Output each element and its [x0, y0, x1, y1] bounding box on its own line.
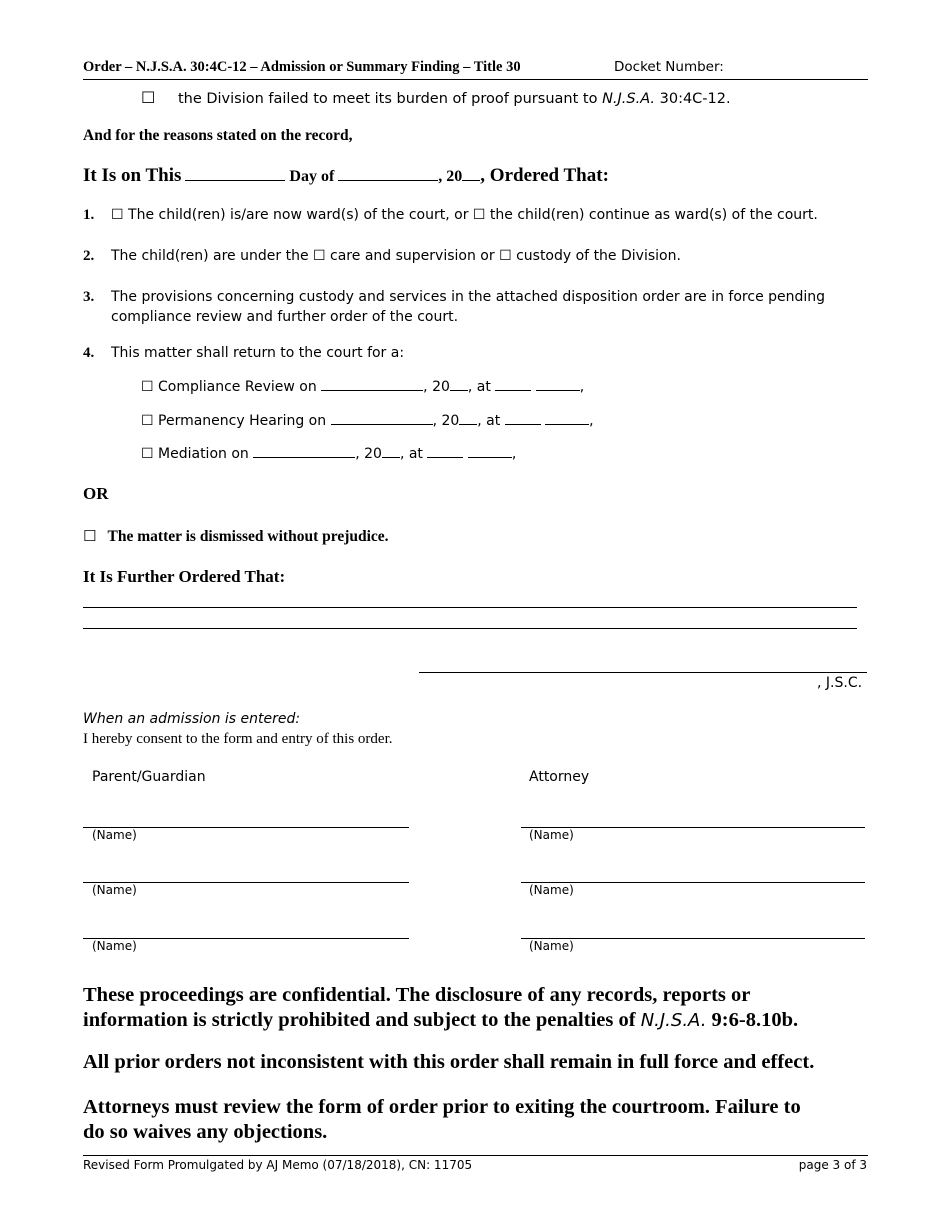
permanency-date-blank[interactable] — [331, 411, 433, 425]
division-failed-text: the Division failed to meet its burden of proof pursuant to — [177, 91, 603, 107]
compliance-review-option — [141, 377, 584, 395]
consent-when: When an admission is entered: — [83, 711, 301, 727]
confidentiality-notice — [83, 983, 798, 1033]
day-of-label: Day of — [289, 168, 335, 185]
custody-text: custody of the Division. — [516, 248, 681, 264]
permanency-ampm-blank[interactable] — [545, 411, 589, 425]
order-item-3 — [83, 287, 825, 327]
ward-continue-checkbox[interactable]: ☐ — [472, 207, 486, 223]
item-4-text: This matter shall return to the court for a: — [111, 345, 405, 361]
year-label: , 20 — [423, 379, 450, 395]
day-blank[interactable] — [185, 167, 285, 181]
dismissed-checkbox[interactable]: ☐ — [83, 527, 97, 545]
order-item-4 — [83, 345, 404, 362]
attorneys-line-2: do so waives any objections. — [83, 1121, 328, 1143]
item-number: 3. — [83, 289, 95, 305]
item-3-line-1: The provisions concerning custody and services in the attached disposition order are in force pending — [111, 289, 826, 305]
confidentiality-line-2: information is strictly prohibited and subject to the penalties of — [83, 1009, 641, 1031]
permanency-year-blank[interactable] — [459, 411, 477, 425]
footer-revised: Revised Form Promulgated by AJ Memo (07/18/2018), CN: 11705 — [83, 1158, 473, 1172]
footer-page-number: page 3 of 3 — [798, 1158, 867, 1172]
item-number: 2. — [83, 248, 95, 264]
further-ordered-heading: It Is Further Ordered That: — [83, 567, 286, 586]
further-ordered-line-1[interactable] — [83, 607, 857, 608]
attorney-name-label: (Name) — [529, 883, 574, 897]
year-label: , 20 — [432, 413, 460, 429]
at-label: , at — [467, 379, 491, 395]
comma: , — [579, 379, 585, 395]
ward-now-text: The child(ren) is/are now ward(s) of the court, or — [128, 207, 469, 223]
permanency-time-blank[interactable] — [505, 411, 541, 425]
mediation-ampm-blank[interactable] — [468, 444, 512, 458]
mediation-label: Mediation on — [158, 446, 249, 462]
ordered-that-label: , Ordered That: — [480, 165, 609, 186]
confidentiality-statute: 9:6-8.10b. — [706, 1009, 799, 1031]
at-label: , at — [477, 413, 501, 429]
consent-statement: I hereby consent to the form and entry of this order. — [83, 731, 393, 747]
ordered-year-label: , 20 — [438, 168, 463, 185]
division-failed-option — [141, 88, 731, 107]
care-supervision-text: care and supervision or — [330, 248, 495, 264]
parent-name-label: (Name) — [92, 939, 137, 953]
order-item-2 — [83, 248, 681, 265]
dismissed-text: The matter is dismissed without prejudice. — [107, 528, 389, 545]
judge-signature-line[interactable] — [419, 672, 867, 673]
further-ordered-line-2[interactable] — [83, 628, 857, 629]
parent-name-label: (Name) — [92, 883, 137, 897]
attorneys-line-1: Attorneys must review the form of order prior to exiting the courtroom. Failure to — [83, 1096, 801, 1118]
compliance-review-label: Compliance Review on — [158, 379, 317, 395]
confidentiality-line-1: These proceedings are confidential. The disclosure of any records, reports or — [83, 984, 751, 1006]
custody-checkbox[interactable]: ☐ — [499, 248, 512, 264]
mediation-time-blank[interactable] — [427, 444, 463, 458]
header-rule — [83, 79, 868, 80]
item-2-text: The child(ren) are under the — [111, 248, 309, 264]
item-3-line-2: compliance review and further order of the court. — [111, 309, 459, 325]
ward-continue-text: the child(ren) continue as ward(s) of the court. — [489, 207, 818, 223]
docket-number-label: Docket Number: — [614, 59, 724, 75]
compliance-ampm-blank[interactable] — [536, 377, 580, 391]
item-number: 1. — [83, 207, 95, 223]
mediation-date-blank[interactable] — [253, 444, 355, 458]
confidentiality-cite: N.J.S.A. — [640, 1010, 707, 1031]
parent-guardian-label: Parent/Guardian — [92, 769, 206, 785]
permanency-hearing-option — [141, 411, 594, 429]
permanency-hearing-checkbox[interactable]: ☐ — [141, 413, 154, 429]
attorney-name-label: (Name) — [529, 939, 574, 953]
attorneys-notice — [83, 1095, 801, 1145]
care-supervision-checkbox[interactable]: ☐ — [313, 248, 326, 264]
month-blank[interactable] — [338, 167, 438, 181]
compliance-date-blank[interactable] — [321, 377, 423, 391]
jsc-label: , J.S.C. — [817, 675, 863, 691]
permanency-hearing-label: Permanency Hearing on — [158, 413, 327, 429]
attorney-name-label: (Name) — [529, 828, 574, 842]
comma: , — [511, 446, 517, 462]
header-title: Order – N.J.S.A. 30:4C-12 – Admission or Summary Finding – Title 30 — [83, 59, 521, 75]
dismissed-option — [83, 526, 389, 546]
compliance-review-checkbox[interactable]: ☐ — [141, 379, 154, 395]
year-label: , 20 — [355, 446, 382, 462]
comma: , — [589, 413, 594, 429]
year-blank[interactable] — [462, 167, 480, 181]
mediation-year-blank[interactable] — [382, 444, 400, 458]
ordered-line — [83, 165, 609, 187]
item-number: 4. — [83, 345, 95, 361]
parent-name-label: (Name) — [92, 828, 137, 842]
mediation-checkbox[interactable]: ☐ — [141, 446, 154, 462]
attorney-label: Attorney — [529, 769, 590, 785]
division-failed-cite: N.J.S.A. — [602, 91, 656, 107]
mediation-option — [141, 444, 516, 462]
at-label: , at — [399, 446, 423, 462]
or-label: OR — [83, 484, 109, 503]
division-failed-statute: 30:4C-12. — [655, 91, 731, 107]
ordered-line-intro: It Is on This — [83, 165, 182, 186]
compliance-time-blank[interactable] — [495, 377, 531, 391]
division-failed-checkbox[interactable]: ☐ — [141, 88, 156, 107]
footer-rule — [83, 1155, 868, 1156]
compliance-year-blank[interactable] — [450, 377, 468, 391]
ward-now-checkbox[interactable]: ☐ — [111, 207, 124, 223]
order-item-1 — [83, 207, 818, 224]
reasons-statement: And for the reasons stated on the record, — [83, 127, 353, 144]
prior-orders-notice: All prior orders not inconsistent with this order shall remain in full force and effect. — [83, 1051, 815, 1073]
